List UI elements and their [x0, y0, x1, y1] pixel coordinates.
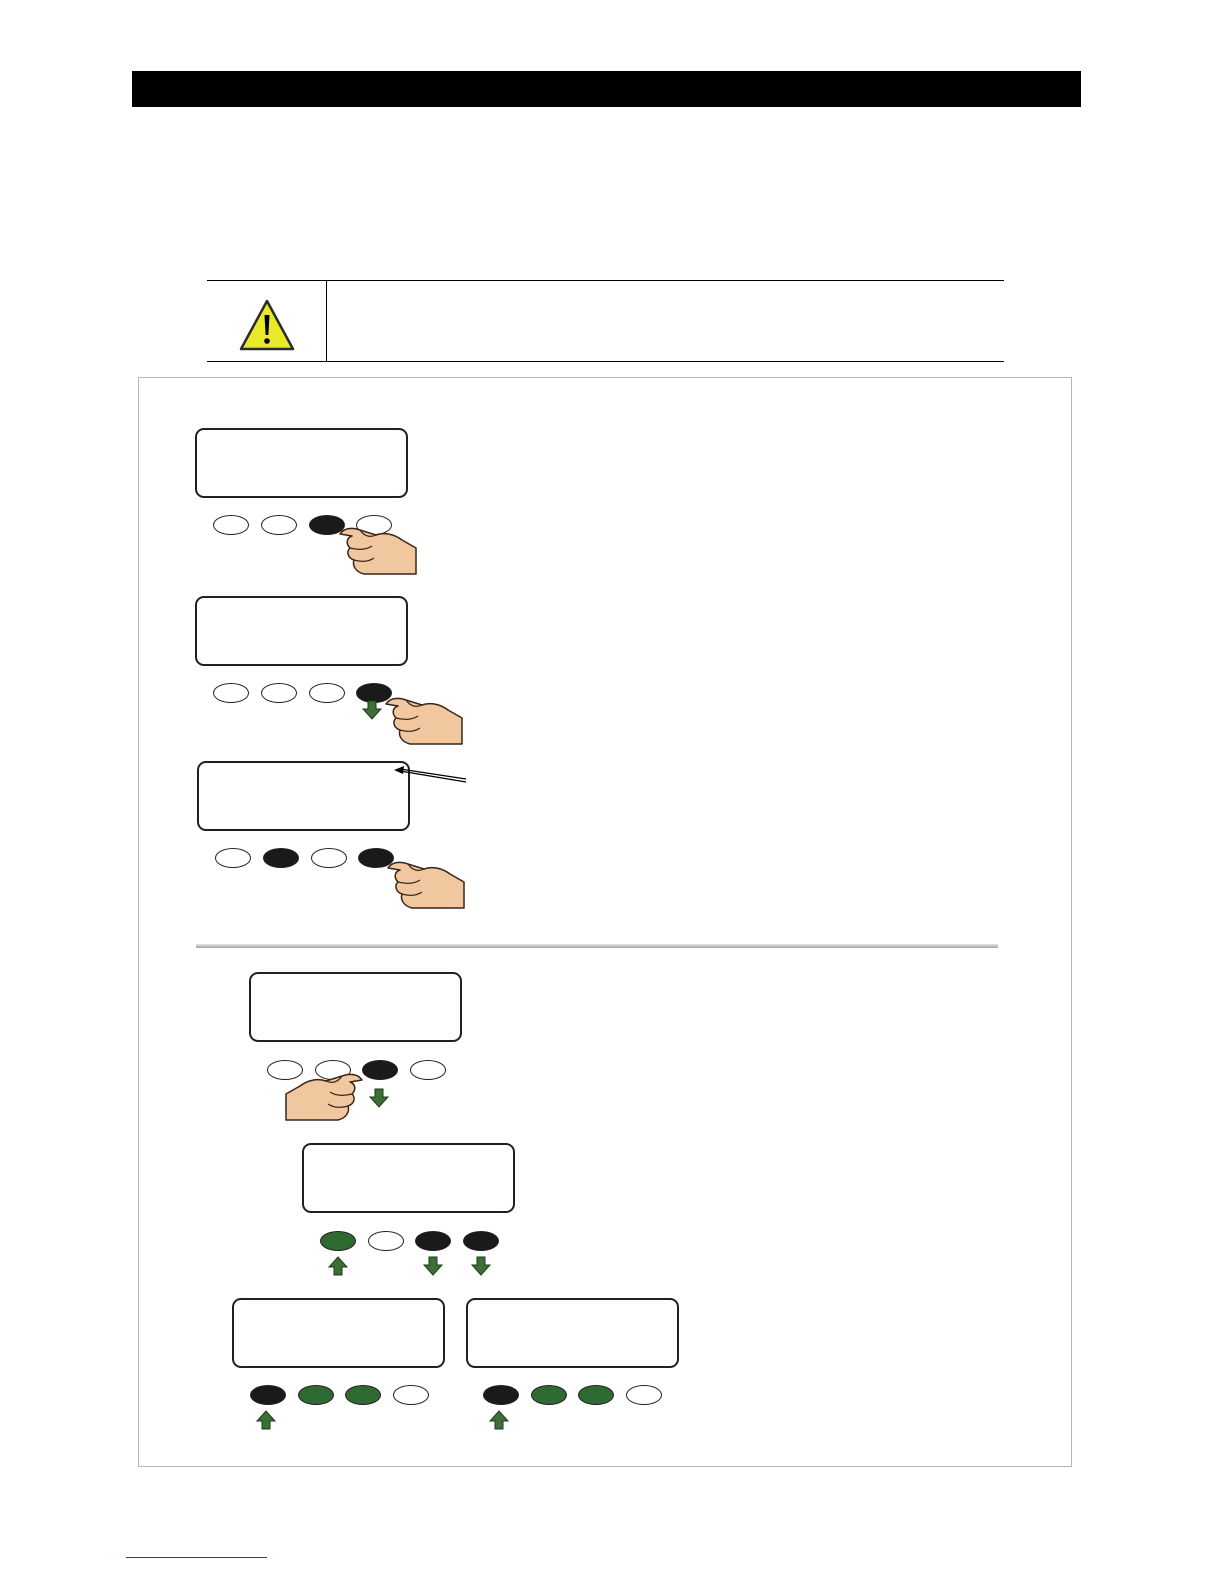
keypad-button-4[interactable]: [393, 1385, 429, 1405]
keypad-button-3-highlighted[interactable]: [345, 1385, 381, 1405]
keypad-button-1-highlighted[interactable]: [320, 1231, 356, 1251]
footer-link-underline[interactable]: [126, 1557, 267, 1558]
lcd-display-step-4: [249, 972, 462, 1042]
arrow-down-icon: [362, 700, 382, 720]
keypad-button-4[interactable]: [626, 1385, 662, 1405]
keypad-button-2[interactable]: [368, 1231, 404, 1251]
keypad-button-4[interactable]: [410, 1060, 446, 1080]
section-header-bar: [132, 71, 1081, 107]
lcd-display-step-2: [195, 596, 408, 666]
keypad-button-2[interactable]: [261, 683, 297, 703]
keypad-button-2-pressed[interactable]: [263, 848, 299, 868]
pointing-hand-icon: [382, 688, 464, 746]
keypad-button-1-pressed[interactable]: [250, 1385, 286, 1405]
keypad-button-2-highlighted[interactable]: [298, 1385, 334, 1405]
arrow-up-icon: [489, 1410, 509, 1430]
arrow-up-icon: [256, 1410, 276, 1430]
lcd-display-step-6: [232, 1298, 445, 1368]
keypad-button-2[interactable]: [261, 515, 297, 535]
lcd-display-step-5: [302, 1143, 515, 1213]
lcd-display-step-1: [195, 428, 408, 498]
pointing-hand-icon: [384, 852, 466, 910]
pointing-hand-icon: [336, 518, 418, 576]
pointing-hand-icon: [284, 1064, 366, 1122]
keypad-button-1-pressed[interactable]: [483, 1385, 519, 1405]
keypad-button-3[interactable]: [311, 848, 347, 868]
arrow-up-icon: [328, 1256, 348, 1276]
keypad-button-3-highlighted[interactable]: [578, 1385, 614, 1405]
keypad-button-2-highlighted[interactable]: [531, 1385, 567, 1405]
warning-divider: [326, 281, 327, 361]
callout-arrow-icon: [392, 763, 468, 785]
lcd-display-step-3: [197, 761, 410, 831]
section-divider: [196, 944, 998, 948]
keypad-button-1[interactable]: [213, 515, 249, 535]
warning-bottom-rule: [207, 361, 1004, 362]
keypad-button-3-pressed[interactable]: [362, 1060, 398, 1080]
keypad-button-3-pressed[interactable]: [415, 1231, 451, 1251]
warning-triangle-icon: [238, 297, 296, 353]
arrow-down-icon: [369, 1088, 389, 1108]
lcd-display-step-7: [466, 1298, 679, 1368]
keypad-button-1[interactable]: [215, 848, 251, 868]
keypad-button-4-pressed[interactable]: [463, 1231, 499, 1251]
keypad-button-1[interactable]: [213, 683, 249, 703]
keypad-button-3[interactable]: [309, 683, 345, 703]
arrow-down-icon: [471, 1256, 491, 1276]
arrow-down-icon: [423, 1256, 443, 1276]
